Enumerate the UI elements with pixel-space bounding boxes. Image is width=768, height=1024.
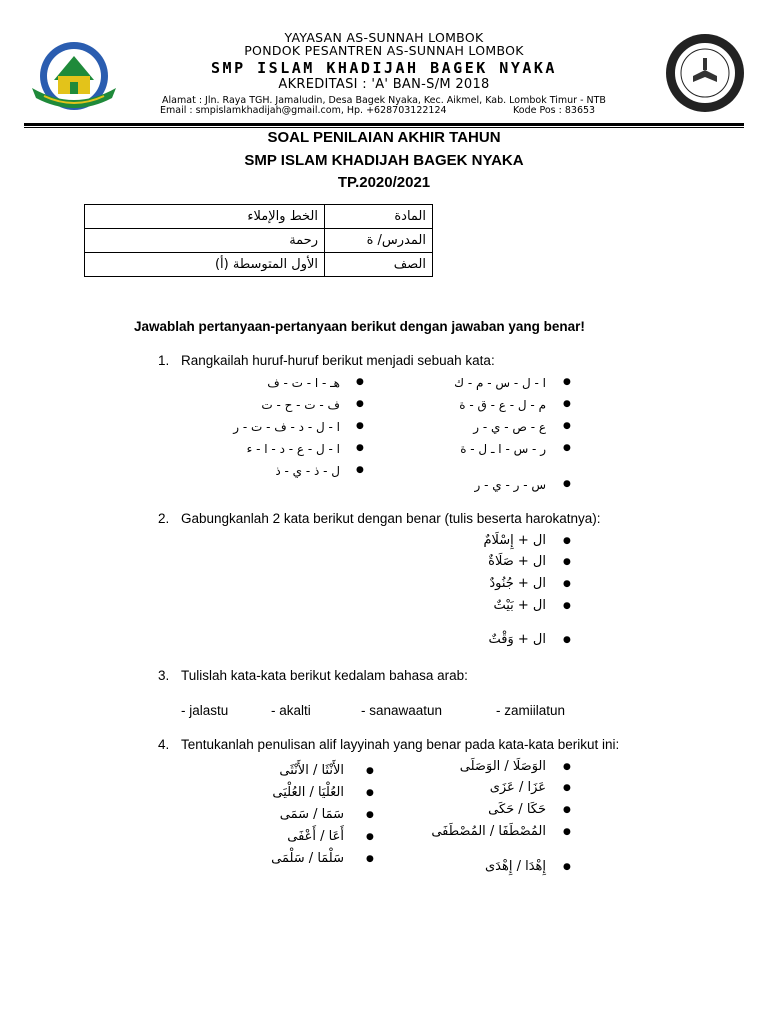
bullet: ● [563,579,571,589]
table-row [85,253,433,277]
bullet: ● [356,399,364,409]
bullet: ● [563,557,571,567]
bullet: ● [356,465,364,475]
q1-item: ا - ل - س - م - ك [454,376,546,390]
q4-text: Tentukanlah penulisan alif layyinah yang benar pada kata-kata berikut ini: [181,737,620,752]
q2-item: ال + بَيْتٌ [493,598,546,613]
exam-title: SOAL PENILAIAN AKHIR TAHUN [267,129,501,146]
bullet: ● [356,443,364,453]
table-value: الأول المتوسطة (أ) [85,253,325,277]
q2-item: ال + صَلَاةٌ [488,554,546,569]
q2-text: Gabungkanlah 2 kata berikut dengan benar (tulis beserta harokatnya): [181,511,601,526]
q4-number: 4. [158,737,170,752]
table-label: الصف [325,253,433,277]
postal-code: Kode Pos : 83653 [513,105,596,116]
q1-item: م - ل - ع - ق - ة [459,398,546,412]
q4-item: العُلْيَا / العُلْيَى [272,785,344,800]
q3-text: Tulislah kata-kata berikut kedalam bahasa arab: [181,668,468,683]
table-label: المادة [325,205,433,229]
bullet: ● [563,783,571,793]
bullet: ● [356,421,364,431]
q1-item: ف - ت - ح - ت [261,398,340,412]
bullet: ● [563,862,571,872]
q4-item: عَزَا / عَزَى [489,780,546,795]
header-rule-thick [24,123,744,126]
bullet: ● [356,377,364,387]
q2-item: ال + وَقْتٌ [488,632,546,647]
info-table [84,204,433,277]
table-row [85,205,433,229]
instruction: Jawablah pertanyaan-pertanyaan berikut dengan jawaban yang benar! [134,319,585,334]
accreditation: AKREDITASI : 'A' BAN-S/M 2018 [278,77,490,92]
exam-school: SMP ISLAM KHADIJAH BAGEK NYAKA [244,152,524,169]
address: Alamat : Jln. Raya TGH. Jamaludin, Desa Bagek Nyaka, Kec. Aikmel, Kab. Lombok Timur - NTB [162,95,606,106]
q1-item: س - ر - ي - ر [474,478,546,492]
q3-number: 3. [158,668,170,683]
q1-item: ا - ل - ع - د - ا - ء [246,442,340,456]
q4-item: إِهْدَا / إِهْدَى [484,859,546,874]
contact-email: Email : smpislamkhadijah@gmail.com, Hp. +628703122124 [160,105,447,116]
school-name: SMP ISLAM KHADIJAH BAGEK NYAKA [211,59,557,77]
table-value: رحمة [85,229,325,253]
bullet: ● [563,479,571,489]
header-rule-thin [24,127,744,128]
bullet: ● [563,635,571,645]
q4-item: سَمَا / سَمَى [279,807,344,822]
q2-item: ال + إِسْلَامٌ [483,533,546,548]
foundation-name: YAYASAN AS-SUNNAH LOMBOK [284,30,484,45]
bullet: ● [563,827,571,837]
q4-item: المُصْطَفَا / المُصْطَفَى [431,824,546,839]
bullet: ● [563,601,571,611]
pesantren-name: PONDOK PESANTREN AS-SUNNAH LOMBOK [244,43,524,58]
q1-text: Rangkailah huruf-huruf berikut menjadi sebuah kata: [181,353,495,368]
bullet: ● [563,536,571,546]
q4-item: الأَنْثَا / الأَنْثَى [279,763,344,778]
bullet: ● [366,854,374,864]
q4-item: الوَصَلَا / الوَصَلَى [459,759,546,774]
table-label: المدرس/ ة [325,229,433,253]
q3-item: - jalastu [181,703,229,718]
bullet: ● [563,443,571,453]
bullet: ● [366,810,374,820]
table-value: الخط والإملاء [85,205,325,229]
q3-item: - zamiilatun [496,703,566,718]
q1-number: 1. [158,353,170,368]
bullet: ● [366,766,374,776]
q4-item: سَلْمَا / سَلْمَى [271,851,344,866]
bullet: ● [563,399,571,409]
q1-item: ا - ل - د - ف - ت - ر [233,420,340,434]
bullet: ● [366,788,374,798]
q1-item: ر - س - ا ـ ل - ة [460,442,546,456]
q4-item: أَعَا / أَعْفَى [287,829,344,844]
bullet: ● [563,762,571,772]
bullet: ● [563,421,571,431]
exam-year: TP.2020/2021 [337,174,431,191]
q4-item: حَكَا / حَكَى [488,802,546,817]
q1-item: هـ - ا - ت - ف [267,376,340,390]
q2-item: ال + جُنُودٌ [489,576,546,591]
q1-item: ل - ذ - ي - ذ [275,464,340,478]
table-row [85,229,433,253]
bullet: ● [563,377,571,387]
bullet: ● [366,832,374,842]
bullet: ● [563,805,571,815]
q2-number: 2. [158,511,170,526]
q3-item: - sanawaatun [361,703,443,718]
q1-item: ع - ص - ي - ر [473,420,546,434]
q3-item: - akalti [271,703,311,718]
